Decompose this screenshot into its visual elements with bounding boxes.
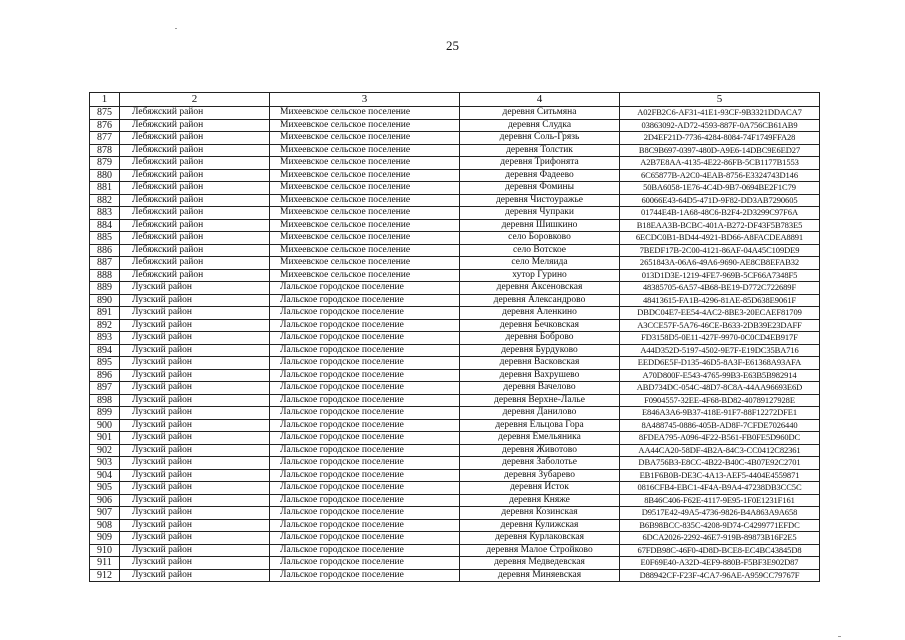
- table-cell: Лузский район: [120, 432, 270, 445]
- table-cell: Лузский район: [120, 557, 270, 570]
- table-cell: 6C65877B-A2C0-4EAB-8756-E3324743D146: [620, 169, 820, 182]
- table-cell: деревня Исток: [460, 482, 620, 495]
- table-cell: 7BEDF17B-2C00-4121-86AF-04A45C109DE9: [620, 244, 820, 257]
- table-row: [90, 107, 820, 120]
- table-cell: Лальское городское поселение: [270, 332, 460, 345]
- table-cell: деревня Миняевская: [460, 569, 620, 582]
- table-cell: E0F69E40-A32D-4EF9-880B-F5BF3E902D87: [620, 557, 820, 570]
- table-cell: Лальское городское поселение: [270, 319, 460, 332]
- table-cell: 878: [90, 144, 120, 157]
- table-cell: деревня Вачелово: [460, 382, 620, 395]
- header-row: [90, 93, 820, 107]
- table-cell: Лальское городское поселение: [270, 407, 460, 420]
- table-row: [90, 219, 820, 232]
- table-cell: Лебяжский район: [120, 269, 270, 282]
- table-cell: 912: [90, 569, 120, 582]
- table-row: [90, 344, 820, 357]
- table-row: [90, 507, 820, 520]
- table-cell: 904: [90, 469, 120, 482]
- table-cell: Лебяжский район: [120, 257, 270, 270]
- table-row: [90, 394, 820, 407]
- table-row: [90, 557, 820, 570]
- table-cell: Михеевское сельское поселение: [270, 169, 460, 182]
- table-cell: E846A3A6-9B37-418E-91F7-88F12272DFE1: [620, 407, 820, 420]
- table-row: [90, 532, 820, 545]
- table-cell: Михеевское сельское поселение: [270, 219, 460, 232]
- table-cell: Михеевское сельское поселение: [270, 132, 460, 145]
- table-row: [90, 444, 820, 457]
- table-cell: Лебяжский район: [120, 219, 270, 232]
- table-cell: 911: [90, 557, 120, 570]
- table-cell: 48385705-6A57-4B68-BE19-D772C722689F: [620, 282, 820, 295]
- table-cell: FD3158D5-0E11-427F-9970-0C0CD4EB917F: [620, 332, 820, 345]
- table-row: [90, 157, 820, 170]
- table-cell: деревня Слудка: [460, 119, 620, 132]
- table-cell: деревня Емельяника: [460, 432, 620, 445]
- table-cell: Лузский район: [120, 332, 270, 345]
- table-cell: 880: [90, 169, 120, 182]
- table-row: [90, 544, 820, 557]
- settlements-table: [89, 92, 820, 582]
- table-cell: 893: [90, 332, 120, 345]
- table-cell: 876: [90, 119, 120, 132]
- table-cell: Лузский район: [120, 319, 270, 332]
- table-cell: 908: [90, 519, 120, 532]
- table-cell: Лузский район: [120, 494, 270, 507]
- table-cell: Лебяжский район: [120, 144, 270, 157]
- table-cell: DBA756B3-E8CC-4B22-B40C-4B07E92C2701: [620, 457, 820, 470]
- table-row: [90, 357, 820, 370]
- table-cell: Михеевское сельское поселение: [270, 157, 460, 170]
- table-row: [90, 119, 820, 132]
- table-cell: 877: [90, 132, 120, 145]
- table-row: [90, 282, 820, 295]
- table-cell: Лузский район: [120, 444, 270, 457]
- table-cell: 905: [90, 482, 120, 495]
- table-row: [90, 269, 820, 282]
- table-cell: 899: [90, 407, 120, 420]
- table-cell: деревня Зубарево: [460, 469, 620, 482]
- table-cell: Лузский район: [120, 507, 270, 520]
- table-row: [90, 132, 820, 145]
- table-row: [90, 432, 820, 445]
- table-cell: 907: [90, 507, 120, 520]
- table-cell: Михеевское сельское поселение: [270, 144, 460, 157]
- table-cell: Лебяжский район: [120, 244, 270, 257]
- table-cell: Лальское городское поселение: [270, 557, 460, 570]
- table-cell: D9517E42-49A5-4736-9826-B4A863A9A658: [620, 507, 820, 520]
- table-cell: деревня Вахрушево: [460, 369, 620, 382]
- table-cell: 906: [90, 494, 120, 507]
- table-cell: 879: [90, 157, 120, 170]
- table-cell: A2B7E8AA-4135-4E22-86FB-5CB1177B1553: [620, 157, 820, 170]
- table-cell: 8FDEA795-A096-4F22-B561-FB0FE5D960DC: [620, 432, 820, 445]
- table-cell: деревня Животово: [460, 444, 620, 457]
- table-cell: Лебяжский район: [120, 107, 270, 120]
- table-cell: Лальское городское поселение: [270, 357, 460, 370]
- table-cell: 903: [90, 457, 120, 470]
- table-cell: B18EAA3B-BCBC-401A-B272-DF43F5B783E5: [620, 219, 820, 232]
- table-cell: Лузский район: [120, 394, 270, 407]
- table-cell: Лальское городское поселение: [270, 282, 460, 295]
- table-cell: 67FDB98C-46F0-4D8D-BCE8-EC4BC43845D8: [620, 544, 820, 557]
- table-cell: 2D4EF21D-7736-4284-8084-74F1749FFA28: [620, 132, 820, 145]
- table-row: [90, 407, 820, 420]
- table-cell: Лузский район: [120, 457, 270, 470]
- column-header: 5: [620, 93, 820, 107]
- table-cell: 886: [90, 244, 120, 257]
- table-cell: 883: [90, 207, 120, 220]
- column-header: 1: [90, 93, 120, 107]
- table-cell: Лузский район: [120, 407, 270, 420]
- table-cell: D88942CF-F23F-4CA7-96AE-A959CC79767F: [620, 569, 820, 582]
- table-cell: Лузский район: [120, 532, 270, 545]
- table-cell: деревня Александрово: [460, 294, 620, 307]
- table-cell: EB1F6B0B-DE3C-4A13-AEF5-4404E4559871: [620, 469, 820, 482]
- table-cell: 897: [90, 382, 120, 395]
- page-number: 25: [446, 38, 459, 53]
- table-cell: 898: [90, 394, 120, 407]
- table-cell: EEDD6E5F-D135-46D5-8A3F-E61368A93AFA: [620, 357, 820, 370]
- table-row: [90, 482, 820, 495]
- table-cell: Михеевское сельское поселение: [270, 119, 460, 132]
- table-cell: Лебяжский район: [120, 232, 270, 245]
- table-row: [90, 244, 820, 257]
- table-cell: 8A488745-0886-405B-AD8F-7CFDE7026440: [620, 419, 820, 432]
- table-cell: 900: [90, 419, 120, 432]
- table-row: [90, 207, 820, 220]
- table-cell: Лальское городское поселение: [270, 419, 460, 432]
- table-cell: B6B98BCC-835C-4208-9D74-C4299771EFDC: [620, 519, 820, 532]
- table-cell: 6DCA2026-2292-46E7-919B-89873B16F2E5: [620, 532, 820, 545]
- table-cell: хутор Гурино: [460, 269, 620, 282]
- table-cell: Лебяжский район: [120, 119, 270, 132]
- table-cell: деревня Боброво: [460, 332, 620, 345]
- table-cell: A02FB2C6-AF31-41E1-93CF-9B3321DDACA7: [620, 107, 820, 120]
- table-cell: 891: [90, 307, 120, 320]
- table-cell: село Меляида: [460, 257, 620, 270]
- table-cell: Лузский район: [120, 419, 270, 432]
- table-cell: деревня Васковская: [460, 357, 620, 370]
- table-cell: Лальское городское поселение: [270, 294, 460, 307]
- table-cell: Михеевское сельское поселение: [270, 244, 460, 257]
- table-cell: Лальское городское поселение: [270, 432, 460, 445]
- table-cell: Лальское городское поселение: [270, 544, 460, 557]
- table-cell: 887: [90, 257, 120, 270]
- table-body: [90, 107, 820, 582]
- table-cell: Михеевское сельское поселение: [270, 269, 460, 282]
- table-cell: деревня Ельцова Гора: [460, 419, 620, 432]
- table-cell: деревня Верхне-Лалье: [460, 394, 620, 407]
- table-cell: деревня Бечковская: [460, 319, 620, 332]
- table-cell: 6ECDC0B1-BD44-4921-BD66-A8FACDEA8891: [620, 232, 820, 245]
- table-cell: Лальское городское поселение: [270, 494, 460, 507]
- table-cell: Лальское городское поселение: [270, 382, 460, 395]
- table-cell: деревня Заболотье: [460, 457, 620, 470]
- table-row: [90, 457, 820, 470]
- table-cell: Лебяжский район: [120, 182, 270, 195]
- table-cell: деревня Данилово: [460, 407, 620, 420]
- table-header: [90, 93, 820, 107]
- table-cell: Лальское городское поселение: [270, 519, 460, 532]
- table-cell: Лальское городское поселение: [270, 307, 460, 320]
- column-header: 4: [460, 93, 620, 107]
- table-cell: 48413615-FA1B-4296-81AE-85D638E9061F: [620, 294, 820, 307]
- table-cell: 890: [90, 294, 120, 307]
- table-cell: деревня Кулижская: [460, 519, 620, 532]
- table-cell: Лузский район: [120, 569, 270, 582]
- table-cell: деревня Малое Стройково: [460, 544, 620, 557]
- table-row: [90, 469, 820, 482]
- table-cell: F0904557-32EE-4F68-BD82-40789127928E: [620, 394, 820, 407]
- table-cell: 875: [90, 107, 120, 120]
- table-cell: 01744E4B-1A68-48C6-B2F4-2D3299C97F6A: [620, 207, 820, 220]
- table-cell: Михеевское сельское поселение: [270, 232, 460, 245]
- table-cell: Лузский район: [120, 382, 270, 395]
- table-cell: Лузский район: [120, 282, 270, 295]
- table-row: [90, 144, 820, 157]
- table-cell: деревня Чистоуражье: [460, 194, 620, 207]
- table-cell: деревня Княже: [460, 494, 620, 507]
- table-row: [90, 382, 820, 395]
- table-cell: 901: [90, 432, 120, 445]
- table-cell: 902: [90, 444, 120, 457]
- table-cell: A3CCE57F-5A76-46CE-B633-2DB39E23DAFF: [620, 319, 820, 332]
- table-cell: деревня Соль-Грязь: [460, 132, 620, 145]
- table-cell: DBDC04E7-EE54-4AC2-8BE3-20ECAEF81709: [620, 307, 820, 320]
- table-cell: Лальское городское поселение: [270, 482, 460, 495]
- table-cell: село Вотское: [460, 244, 620, 257]
- table-cell: ABD734DC-054C-48D7-8C8A-44AA96693E6D: [620, 382, 820, 395]
- table-cell: Лебяжский район: [120, 169, 270, 182]
- table-row: [90, 169, 820, 182]
- table-cell: A70D800F-E543-4765-99B3-E63B5B982914: [620, 369, 820, 382]
- table-cell: Лузский район: [120, 307, 270, 320]
- table-cell: Михеевское сельское поселение: [270, 257, 460, 270]
- table-cell: Лебяжский район: [120, 207, 270, 220]
- table-row: [90, 319, 820, 332]
- table-cell: 885: [90, 232, 120, 245]
- table-row: [90, 294, 820, 307]
- table-cell: деревня Аленкино: [460, 307, 620, 320]
- table-cell: деревня Толстик: [460, 144, 620, 157]
- table-cell: Лузский район: [120, 294, 270, 307]
- table-cell: деревня Козинская: [460, 507, 620, 520]
- table-cell: 892: [90, 319, 120, 332]
- table-row: [90, 369, 820, 382]
- table-cell: 0816CFB4-EBC1-4F4A-B9A4-47238DB3CC5C: [620, 482, 820, 495]
- table-cell: 013D1D3E-1219-4FE7-969B-5CF66A7348F5: [620, 269, 820, 282]
- table-row: [90, 569, 820, 582]
- table-cell: 881: [90, 182, 120, 195]
- table-row: [90, 257, 820, 270]
- table-cell: деревня Шишкино: [460, 219, 620, 232]
- table-cell: 895: [90, 357, 120, 370]
- table-cell: Лальское городское поселение: [270, 394, 460, 407]
- table-cell: деревня Ситьмяна: [460, 107, 620, 120]
- table-cell: Лальское городское поселение: [270, 457, 460, 470]
- table-row: [90, 332, 820, 345]
- table-cell: 888: [90, 269, 120, 282]
- table-cell: 884: [90, 219, 120, 232]
- table-cell: деревня Аксеновская: [460, 282, 620, 295]
- table-cell: деревня Чупраки: [460, 207, 620, 220]
- table-cell: Лузский район: [120, 357, 270, 370]
- table-cell: Лебяжский район: [120, 132, 270, 145]
- table-cell: Лузский район: [120, 369, 270, 382]
- table-cell: A44D352D-5197-4502-9E7F-E19DC35BA716: [620, 344, 820, 357]
- column-header: 2: [120, 93, 270, 107]
- column-header: 3: [270, 93, 460, 107]
- table-cell: Лальское городское поселение: [270, 532, 460, 545]
- table-cell: 8B46C406-F62E-4117-9E95-1F0E1231F161: [620, 494, 820, 507]
- table-cell: Лузский район: [120, 482, 270, 495]
- table-cell: деревня Медведевская: [460, 557, 620, 570]
- table-cell: 894: [90, 344, 120, 357]
- table-cell: деревня Трифонята: [460, 157, 620, 170]
- table-cell: 882: [90, 194, 120, 207]
- scan-mark: [175, 28, 177, 29]
- table-cell: Лальское городское поселение: [270, 444, 460, 457]
- table-cell: 889: [90, 282, 120, 295]
- table-cell: деревня Курлаковская: [460, 532, 620, 545]
- table-cell: 909: [90, 532, 120, 545]
- table-cell: Михеевское сельское поселение: [270, 107, 460, 120]
- table-row: [90, 419, 820, 432]
- table-cell: 896: [90, 369, 120, 382]
- table-row: [90, 232, 820, 245]
- table-cell: Лальское городское поселение: [270, 344, 460, 357]
- table-row: [90, 307, 820, 320]
- table-cell: Лебяжский район: [120, 157, 270, 170]
- table-cell: 03863092-AD72-4593-887F-0A756CB61AB9: [620, 119, 820, 132]
- table-row: [90, 182, 820, 195]
- table-cell: 910: [90, 544, 120, 557]
- table-cell: Михеевское сельское поселение: [270, 182, 460, 195]
- table-cell: Лузский район: [120, 544, 270, 557]
- table-cell: деревня Фомины: [460, 182, 620, 195]
- table-cell: Лузский район: [120, 344, 270, 357]
- table-cell: B8C9B697-0397-480D-A9E6-14DBC9E6ED27: [620, 144, 820, 157]
- table-cell: AA44CA20-58DF-4B2A-84C3-CC0412C82361: [620, 444, 820, 457]
- table-cell: Лузский район: [120, 469, 270, 482]
- table-cell: 2651843A-06A6-49A6-9690-AE8CB8EFAB32: [620, 257, 820, 270]
- table-cell: Лебяжский район: [120, 194, 270, 207]
- table-cell: Лузский район: [120, 519, 270, 532]
- scan-mark: [838, 636, 841, 637]
- table-row: [90, 519, 820, 532]
- table-cell: Лальское городское поселение: [270, 569, 460, 582]
- table-cell: деревня Фадеево: [460, 169, 620, 182]
- table-cell: деревня Бурдуково: [460, 344, 620, 357]
- table-row: [90, 494, 820, 507]
- table-cell: 50BA6058-1E76-4C4D-9B7-0694BE2F1C79: [620, 182, 820, 195]
- table-cell: село Боровково: [460, 232, 620, 245]
- table-cell: Лальское городское поселение: [270, 469, 460, 482]
- table-cell: Михеевское сельское поселение: [270, 207, 460, 220]
- table-row: [90, 194, 820, 207]
- table-cell: Лальское городское поселение: [270, 507, 460, 520]
- table-cell: 60066E43-64D5-471D-9F82-DD3AB7290605: [620, 194, 820, 207]
- table-cell: Лальское городское поселение: [270, 369, 460, 382]
- table-cell: Михеевское сельское поселение: [270, 194, 460, 207]
